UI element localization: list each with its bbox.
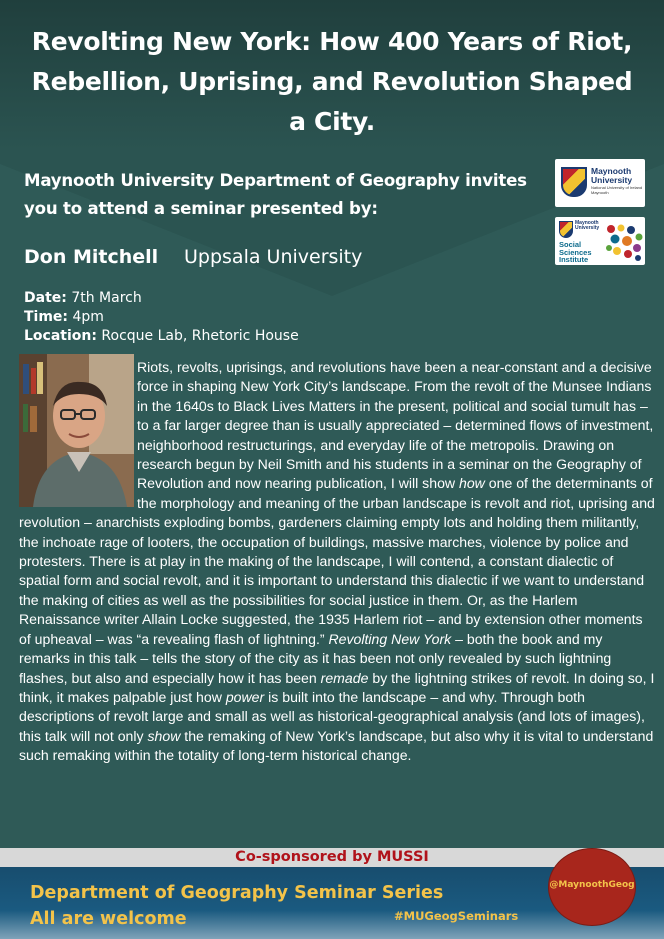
location-label: Location: [24, 328, 97, 344]
series-title: Department of Geography Seminar Series [30, 883, 444, 903]
maynooth-logo-line1: Maynooth [591, 166, 632, 176]
abstract-part-1: Riots, revolts, uprisings, and revolutions have been a near-constant and a decisive force in shaping New York City’s landscape. From the revolt of the Munsee Indians in the 1640s to Black Lives Matters in the present, political and social tumult has – to a far larger degree than is usually appreciated – determined flows of investment, neighborhood restructurings, and everyday life of the metropolis. Drawing on research begun by Neil Smith and his students in a seminar on the Geography of Revolution and now nearing publication, I will show [137, 359, 654, 492]
maynooth-logo-text [591, 167, 645, 195]
mussi-logo-name-line1: Social [559, 240, 582, 249]
date-value: 7th March [71, 290, 142, 306]
invite-line: Maynooth University Department of Geography invites you to attend a seminar presented by: [24, 171, 527, 218]
photo-spacer [19, 358, 137, 508]
mussi-logo-top-line2: University [575, 225, 600, 231]
abstract-part-3: – both the book and my remarks in this talk – tells the story of the city as it has been not only revealed by such lightning flashes, but also and especially how it has been [19, 630, 612, 686]
welcome-line: All are welcome [30, 909, 187, 929]
mussi-dots-graphic [603, 223, 643, 263]
abstract-emphasis-how: how [459, 475, 485, 492]
date-label: Date: [24, 290, 67, 306]
event-details [24, 289, 424, 346]
crest-icon [561, 167, 587, 197]
mussi-logo-top [575, 221, 599, 231]
time-row [24, 308, 424, 327]
twitter-handle-link[interactable]: @MaynoothGeog [549, 880, 635, 890]
abstract-emphasis-power: power [225, 688, 265, 705]
abstract-text [19, 358, 655, 766]
event-title: Revolting New York: How 400 Years of Riot, Rebellion, Uprising, and Revolution Shaped a City. [31, 27, 633, 136]
mussi-logo-name-line3: Institute [559, 255, 589, 264]
date-row [24, 289, 424, 308]
abstract-emphasis-book-title: Revolting New York [328, 630, 452, 647]
logo-stack [555, 159, 645, 265]
maynooth-university-logo [555, 159, 645, 207]
hashtag-link[interactable]: #MUGeogSeminars [394, 909, 519, 923]
speaker-affiliation: Uppsala University [184, 246, 363, 268]
maynooth-logo-subline: National University of Ireland Maynooth [591, 185, 643, 195]
abstract-emphasis-show: show [147, 727, 181, 744]
mussi-logo-top-line1: Maynooth [575, 220, 599, 226]
abstract-emphasis-remade: remade [320, 669, 369, 686]
time-value: 4pm [72, 309, 104, 325]
location-row [24, 327, 424, 346]
location-value: Rocque Lab, Rhetoric House [101, 328, 299, 344]
seminar-series [30, 880, 443, 932]
mussi-logo [555, 217, 645, 265]
mussi-logo-name [559, 241, 592, 264]
abstract-part-4: by the lightning strikes of revolt. In doing so, I think, it makes palpable just how [19, 669, 655, 705]
abstract-part-2: one of the determinants of the morphology and meaning of the urban landscape is revolt and riot, uprising and revolution – anarchists exploding bombs, gardeners claiming empty lots and holding them militantly, the inchoate rage of looters, the occupation of buildings, massive marches, violence by police and protesters. There is at play in the making of the landscape, I will contend, a constant dialectic of spatial form and social revolt, and it is important to understand this dialectic if we want to understand the making of cities as well as the possibilities for social justice in them. Or, as the Harlem Renaissance writer Allain Locke suggested, the 1935 Harlem riot – and by extension other moments of upheaval – was “a revealing flash of lightning.” [19, 475, 655, 647]
mussi-logo-name-line2: Sciences [559, 247, 592, 257]
abstract-part-5: is built into the landscape – and why. Through both descriptions of revolt large and small as well as historical-geographical analysis (and lots of images), this talk will not only [19, 688, 645, 744]
time-label: Time: [24, 309, 69, 325]
maynooth-logo-line2: University [591, 175, 633, 185]
cosponsor-line: Co-sponsored by MUSSI [235, 849, 429, 865]
speaker-name: Don Mitchell [24, 246, 159, 268]
abstract-part-6: the remaking of New York’s landscape, but also why it is vital to understand such remaking within the totality of long-term historical change. [19, 727, 654, 764]
crest-icon [559, 221, 573, 238]
